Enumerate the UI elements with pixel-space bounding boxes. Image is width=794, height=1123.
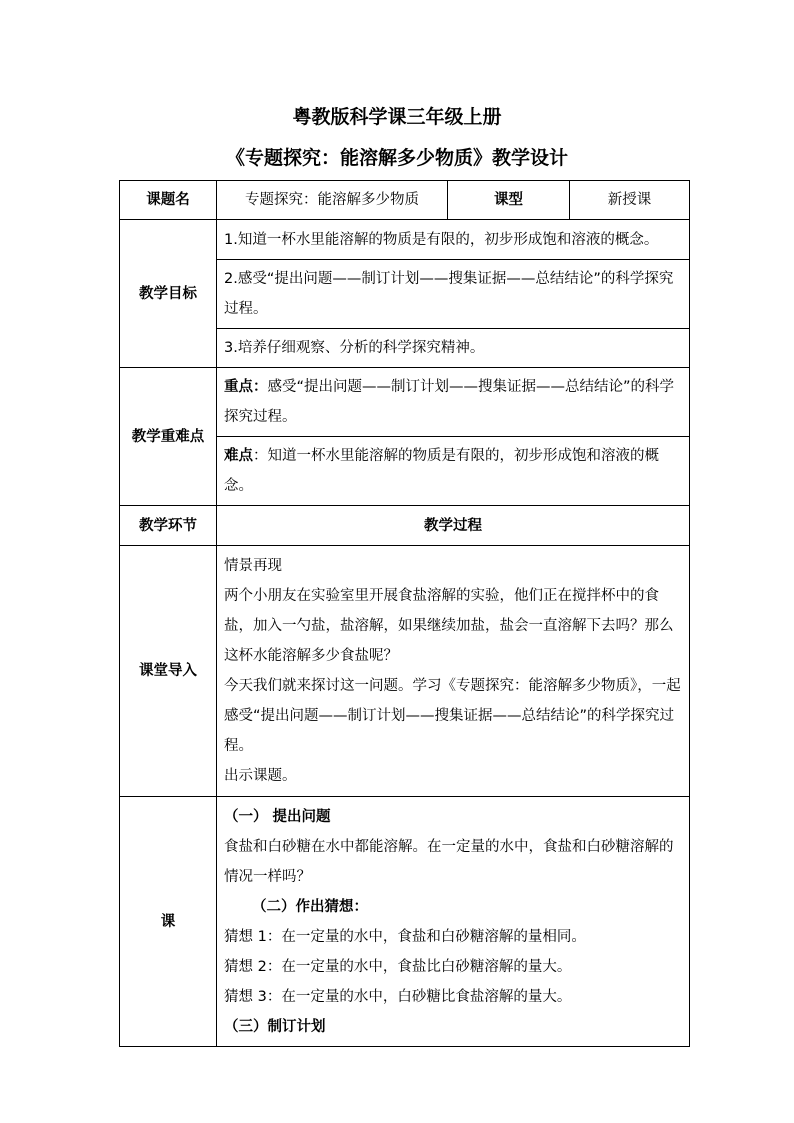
lesson-heading: （三）制订计划 — [224, 1018, 326, 1035]
lesson-heading: （一） 提出问题 — [224, 808, 331, 825]
lesson-guess: 猜想 3：在一定量的水中，白砂糖比食盐溶解的量大。 — [224, 988, 572, 1005]
document-title: 粤教版科学课三年级上册 — [292, 106, 502, 128]
row-key-point — [120, 368, 690, 437]
topic-value: 专题探究：能溶解多少物质 — [217, 181, 448, 220]
lesson-heading: （二）作出猜想： — [252, 898, 368, 915]
goals-label: 教学目标 — [120, 220, 217, 368]
lesson-label: 课 — [120, 797, 217, 1047]
goal-item: 3.培养仔细观察、分析的科学探究精神。 — [217, 329, 690, 368]
key-point-cell — [217, 368, 690, 437]
intro-line: 出示课题。 — [224, 768, 297, 784]
difficulty-text: ：知道一杯水里能溶解的物质是有限的，初步形成饱和溶液的概念。 — [224, 448, 659, 494]
key-point-label: 重点： — [224, 379, 268, 395]
intro-line: 情景再现 — [224, 558, 282, 574]
key-point-text: 感受“提出问题——制订计划——搜集证据——总结结论”的科学探究过程。 — [224, 379, 675, 425]
process-header: 教学过程 — [217, 506, 690, 546]
stage-header: 教学环节 — [120, 506, 217, 546]
row-lesson — [120, 797, 690, 1047]
goal-item: 2.感受“提出问题——制订计划——搜集证据——总结结论”的科学探究过程。 — [217, 260, 690, 329]
lesson-guess: 猜想 1：在一定量的水中，食盐和白砂糖溶解的量相同。 — [224, 928, 586, 945]
difficulty-cell — [217, 437, 690, 506]
intro-line: 今天我们就来探讨这一问题。学习《专题探究：能溶解多少物质》，一起感受“提出问题——制订计划——搜集证据——总结结论”的科学探究过程。 — [224, 678, 681, 754]
intro-label: 课堂导入 — [120, 546, 217, 797]
topic-label: 课题名 — [120, 181, 217, 220]
row-process-header — [120, 506, 690, 546]
row-intro — [120, 546, 690, 797]
intro-content — [217, 546, 690, 797]
type-label: 课型 — [448, 181, 570, 220]
type-value: 新授课 — [570, 181, 690, 220]
difficulty-label: 难点 — [224, 448, 253, 464]
document-subtitle: 《专题探究：能溶解多少物质》教学设计 — [225, 147, 568, 169]
row-goal-1 — [120, 220, 690, 260]
key-points-label: 教学重难点 — [120, 368, 217, 506]
row-topic — [120, 181, 690, 220]
lesson-guess: 猜想 2：在一定量的水中，食盐比白砂糖溶解的量大。 — [224, 958, 572, 975]
lesson-plan-table — [119, 180, 690, 1047]
lesson-paragraph: 食盐和白砂糖在水中都能溶解。在一定量的水中，食盐和白砂糖溶解的情况一样吗？ — [224, 838, 674, 885]
intro-line: 两个小朋友在实验室里开展食盐溶解的实验，他们正在搅拌杯中的食盐，加入一勺盐，盐溶解，如果继续加盐，盐会一直溶解下去吗？那么这杯水能溶解多少食盐呢？ — [224, 588, 674, 664]
goal-item: 1.知道一杯水里能溶解的物质是有限的，初步形成饱和溶液的概念。 — [217, 220, 690, 260]
lesson-content — [217, 797, 690, 1047]
